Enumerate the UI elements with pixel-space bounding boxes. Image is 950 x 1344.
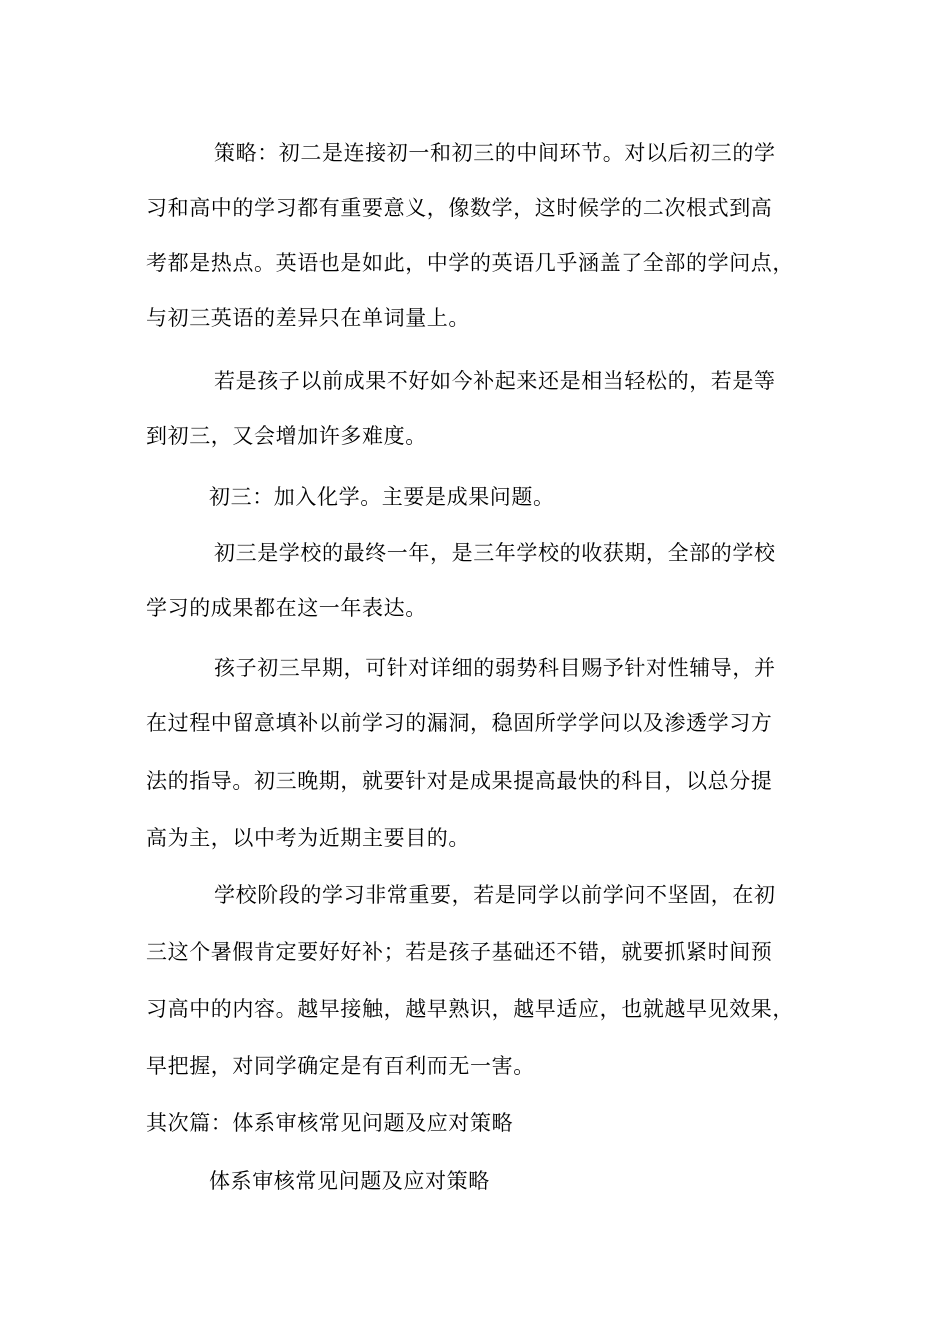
paragraph-line: 孩子初三早期，可针对详细的弱势科目赐予针对性辅导，并 [214, 656, 776, 680]
paragraph-line: 高为主，以中考为近期主要目的。 [146, 826, 470, 850]
paragraph-line: 法的指导。初三晚期，就要针对是成果提高最快的科目，以总分提 [146, 769, 773, 793]
paragraph-line: 在过程中留意填补以前学习的漏洞，稳固所学学问以及渗透学习方 [146, 711, 773, 735]
paragraph-line: 三这个暑假肯定要好好补；若是孩子基础还不错，就要抓紧时间预 [146, 940, 773, 964]
subsection-heading: 体系审核常见问题及应对策略 [209, 1169, 490, 1193]
paragraph-line: 早把握，对同学确定是有百利而无一害。 [146, 1054, 535, 1078]
paragraph-line: 学习的成果都在这一年表达。 [146, 596, 427, 620]
paragraph-line: 到初三，又会增加许多难度。 [146, 424, 427, 448]
paragraph-line: 与初三英语的差异只在单词量上。 [146, 306, 470, 330]
paragraph-line: 若是孩子以前成果不好如今补起来还是相当轻松的，若是等 [214, 369, 776, 393]
paragraph-line: 学校阶段的学习非常重要，若是同学以前学问不坚固，在初 [214, 883, 776, 907]
paragraph-line: 初三：加入化学。主要是成果问题。 [209, 485, 555, 509]
paragraph-line: 习和高中的学习都有重要意义，像数学，这时候学的二次根式到高 [146, 196, 773, 220]
paragraph-line: 初三是学校的最终一年，是三年学校的收获期，全部的学校 [214, 541, 776, 565]
paragraph-line: 习高中的内容。越早接触，越早熟识，越早适应，也就越早见效果， [146, 997, 794, 1021]
section-heading: 其次篇：体系审核常见问题及应对策略 [146, 1111, 514, 1135]
paragraph-line: 策略：初二是连接初一和初三的中间环节。对以后初三的学 [214, 141, 776, 165]
paragraph-line: 考都是热点。英语也是如此，中学的英语几乎涵盖了全部的学问点， [146, 251, 794, 275]
